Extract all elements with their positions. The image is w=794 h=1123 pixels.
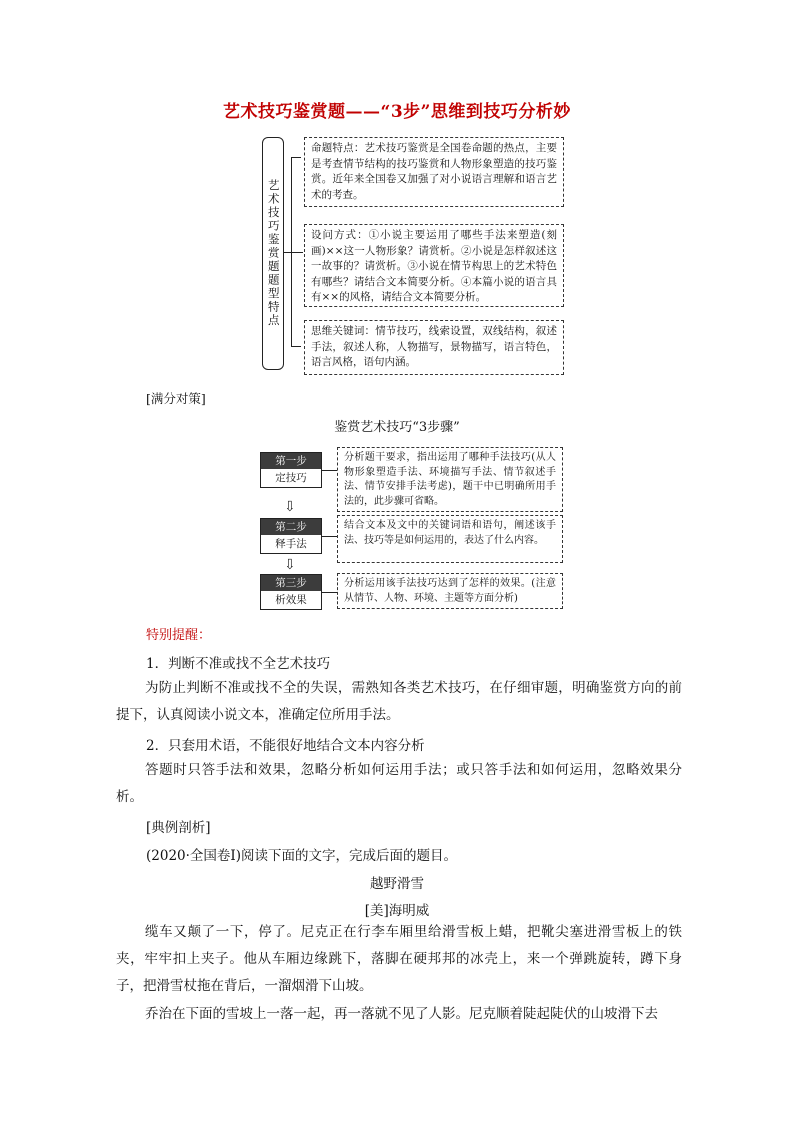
step-1-box xyxy=(260,452,322,488)
step-2-desc: 结合文本及文中的关键词语和语句，阐述该手法、技巧等是如何运用的，表达了什么内容。 xyxy=(337,515,563,563)
reminder-item-2: 2．只套用术语，不能很好地结合文本内容分析 xyxy=(146,738,425,754)
page-title: 艺术技巧鉴赏题——“3步”思维到技巧分析妙 xyxy=(223,102,571,122)
reminder-para-1: 为防止判断不准或找不全的失误，需熟知各类艺术技巧，在仔细审题，明确鉴赏方向的前提下，认真阅读小说文本，准确定位所用手法。 xyxy=(116,680,682,723)
section-label: [满分对策] xyxy=(146,391,206,406)
step-1-desc: 分析题干要求，指出运用了哪种手法技巧(从人物形象塑造手法、环境描写手法、情节叙述手法、情节安排手法考虑)，题干中已明确所用手法的，此步骤可省略。 xyxy=(337,447,563,512)
feature-box-3: 思维关键词：情节技巧，线索设置，双线结构，叙述手法，叙述人称，人物描写，景物描写，语言特色，语言风格，语句内涵。 xyxy=(304,320,564,375)
side-label-box xyxy=(262,137,284,370)
example-label: [典例剖析] xyxy=(146,820,211,836)
connector-1 xyxy=(322,470,337,471)
step-1-name: 定技巧 xyxy=(275,472,307,484)
feature-box-1: 命题特点：艺术技巧鉴赏是全国卷命题的热点，主要是考查情节结构的技巧鉴赏和人物形象塑造的技巧鉴赏。近年来全国卷又加强了对小说语言理解和语言艺术的考查。 xyxy=(304,137,564,207)
story-title: 越野滑雪 xyxy=(370,876,424,892)
reminder-item-1: 1．判断不准或找不全艺术技巧 xyxy=(146,656,331,672)
story-para-2: 乔治在下面的雪坡上一落一起，再一落就不见了人影。尼克顺着陡起陡伏的山坡滑下去 xyxy=(145,1006,658,1022)
step-3-desc: 分析运用该手法技巧达到了怎样的效果。(注意从情节、人物、环境、主题等方面分析) xyxy=(337,573,563,609)
reminder-title: 特别提醒： xyxy=(146,628,212,643)
story-author: [美]海明威 xyxy=(364,903,430,919)
feature-box-2: 设问方式：①小说主要运用了哪些手法来塑造(刻画)××这一人物形象？请赏析。②小说是怎样叙述这一故事的？请赏析。③小说在情节构思上的艺术特色有哪些？请结合文本简要分析。④本篇小说的语言具有××的风格，请结合文本简要分析。 xyxy=(304,224,564,307)
reminder-para-2: 答题时只答手法和效果，忽略分析如何运用手法；或只答手法和如何运用，忽略效果分析。 xyxy=(116,762,682,805)
step-2-name: 释手法 xyxy=(275,538,307,550)
step-3-box xyxy=(260,574,322,610)
bracket-tick xyxy=(291,252,303,253)
connector-3 xyxy=(322,592,337,593)
example-source: (2020·全国卷Ⅰ)阅读下面的文字，完成后面的题目。 xyxy=(146,848,458,864)
story-para-1: 缆车又颠了一下，停了。尼克正在行李车厢里给滑雪板上蜡，把靴尖塞进滑雪板上的铁夹，牢牢扣上夹子。他从车厢边缘跳下，落脚在硬邦邦的冰壳上，来一个弹跳旋转，蹲下身子，把滑雪杖拖在背后，一溜烟滑下山坡。 xyxy=(116,924,682,994)
down-arrow-icon: ⇩ xyxy=(284,499,296,515)
bracket-connector xyxy=(284,252,291,253)
down-arrow-icon: ⇩ xyxy=(284,557,296,573)
diagram2-title: 鉴赏艺术技巧“3步骤” xyxy=(334,420,460,435)
step-1-number: 第一步 xyxy=(261,453,321,469)
step-2-box xyxy=(260,518,322,554)
step-3-name: 析效果 xyxy=(275,594,307,606)
step-3-number: 第三步 xyxy=(261,575,321,591)
side-label: 艺术技巧鉴赏题题型特点 xyxy=(266,179,281,328)
step-2-number: 第二步 xyxy=(261,519,321,535)
connector-2 xyxy=(322,536,337,537)
